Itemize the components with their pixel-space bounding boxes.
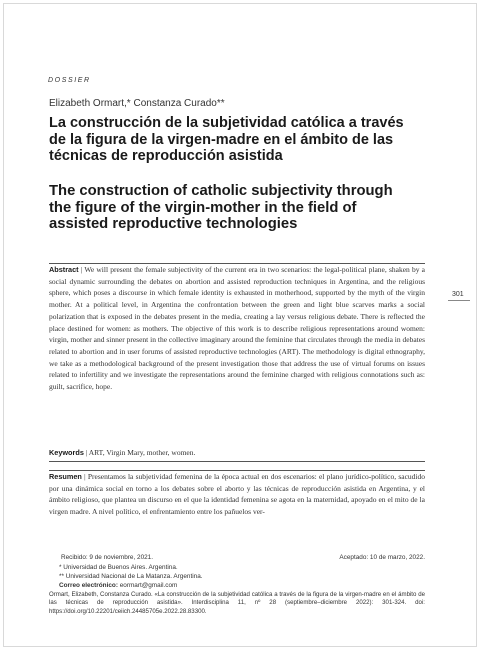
page-number: 301	[452, 291, 464, 298]
email-line	[59, 581, 177, 590]
affiliation-2: ** Universidad Nacional de La Matanza. Argentina.	[59, 573, 203, 580]
abstract-label: Abstract	[49, 265, 79, 274]
email-label: Correo electrónico:	[59, 582, 118, 589]
affiliation-1: * Universidad de Buenos Aires. Argentina.	[59, 564, 178, 571]
email-address[interactable]: eormart@gmail.com	[119, 582, 178, 589]
resumen	[49, 471, 425, 539]
page-number-rule	[448, 300, 470, 301]
resumen-label: Resumen	[49, 472, 82, 481]
received-date: Recibido: 9 de noviembre, 2021.	[61, 554, 154, 561]
keywords-label: Keywords	[49, 448, 84, 457]
citation: Ormart, Elizabeth, Constanza Curado. «La construcción de la subjetividad católica a través de la figura de la virgen-madre en el ámbito de las técnicas de reproducción asistida». Interdisciplina 11, nº 28 (septiembre–diciembre 2022): 301-324. doi: https://doi.org/10.22201/ceiich.24485705e.2022.28.83300.	[49, 591, 425, 615]
keywords	[49, 448, 425, 457]
resumen-text: Presentamos la subjetividad femenina de la época actual en dos escenarios: el plano jurídico-político, sacudido por una dinámica social en torno a los debates sobre el aborto y las técnicas de reproducción asistida en Argentina, y el ámbito religioso, que plantea un discurso en el que la identidad femenina se agota en la maternidad, apoyado en el mito de la virgen madre. A nivel político, el enfrentamiento entre los pañuelos ver-	[49, 472, 425, 517]
abstract-text: We will present the female subjectivity of the current era in two scenarios: the legal-political plane, shaken by a social dynamic surrounding the debates on abortion and assisted reproduction techniques in Argentina, and the religious sphere, which poses a discourse in which female identity is exhausted in motherhood, supported by the myth of the virgin mother. At a political level, in Argentina the confrontation between the green and light blue scarves marks a social polarization that is exposed in the debates present in the media, creating a lay versus religious debate. There is reflected the place destined for women: as mothers. The objective of this work is to describe religious representations around women: virgin, mother and sinner present in the collective imaginary around the feminine that circulates through the media in debates related to abortion and in user forums of assisted reproductive technologies (ART). The methodology is digital ethnography, we take as a methodological background of the present investigation those that address the use of virtual forums on issues related to infertility and we investigate the representations around the feminine charged with religious connotations such as: guilt, sacrifice, hope.	[49, 265, 425, 392]
keywords-bottom-rule	[49, 461, 425, 462]
abstract-separator: |	[78, 265, 85, 274]
title-english: The construction of catholic subjectivity through the figure of the virgin-mother in the field of assisted reproductive technologies	[49, 183, 393, 232]
authors: Elizabeth Ormart,* Constanza Curado**	[49, 98, 225, 109]
section-label: DOSSIER	[48, 77, 91, 84]
accepted-date: Aceptado: 10 de marzo, 2022.	[339, 554, 425, 561]
abstract	[49, 264, 425, 393]
resumen-separator: |	[81, 472, 88, 481]
keywords-separator: |	[83, 448, 89, 457]
keywords-text: ART, Virgin Mary, mother, women.	[88, 448, 196, 457]
title-spanish: La construcción de la subjetividad católica a través de la figura de la virgen-madre en el ámbito de las técnicas de reproducción asistida	[49, 115, 404, 164]
